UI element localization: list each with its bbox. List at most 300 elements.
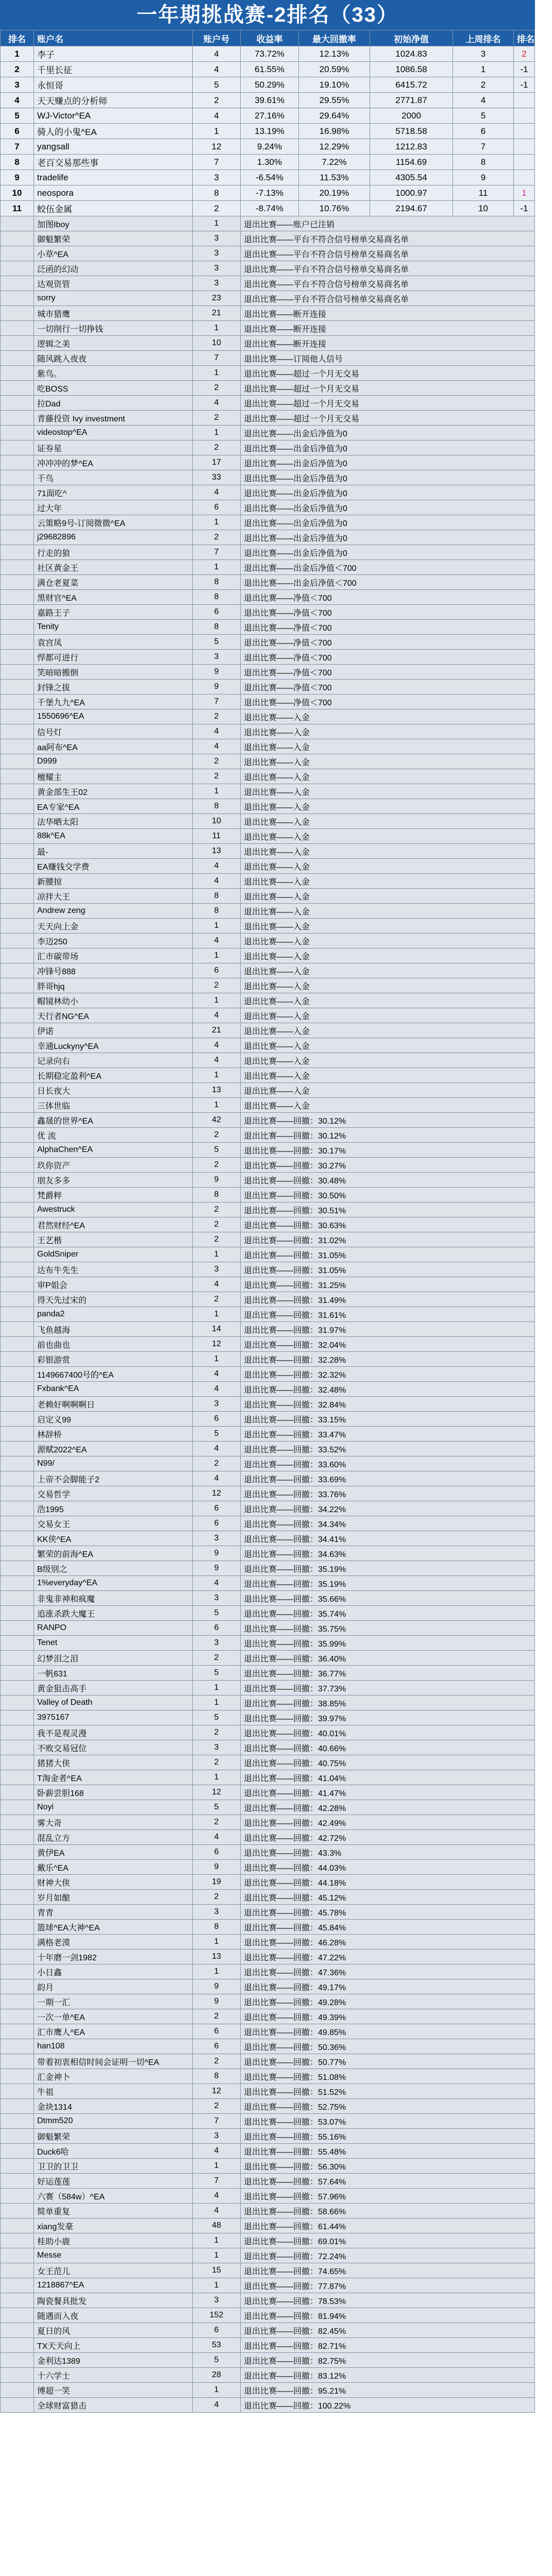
account-no-cell: 12	[193, 139, 241, 155]
eliminated-row	[1, 1606, 535, 1621]
account-name-cell: 全球财富猎击	[34, 2398, 193, 2413]
account-no-cell: 2	[193, 2054, 241, 2069]
account-no-cell: 2	[193, 709, 241, 724]
account-name-cell: 非鬼非神和疯魔	[34, 1591, 193, 1606]
account-no-cell: 3	[193, 1905, 241, 1920]
empty-rank-cell	[1, 2248, 34, 2263]
initial-nav-cell: 6415.72	[370, 77, 453, 93]
account-name-cell: 幸通Luckyny^EA	[34, 1038, 193, 1053]
account-no-cell: 1	[193, 124, 241, 139]
account-no-cell: 1	[193, 216, 241, 231]
account-no-cell: 8	[193, 590, 241, 605]
empty-rank-cell	[1, 1725, 34, 1740]
header-rank-change: 排名升降	[514, 30, 535, 46]
elimination-reason-cell: 退出比赛——回撤：78.53%	[241, 2293, 535, 2308]
eliminated-row	[1, 1651, 535, 1666]
elimination-reason-cell: 退出比赛——回撤：41.47%	[241, 1785, 535, 1800]
empty-rank-cell	[1, 1890, 34, 1905]
account-name-cell: 幻梦泪之泪	[34, 1651, 193, 1666]
account-name-cell: 云策略9号-订阅微微^EA	[34, 515, 193, 530]
account-name-cell: 简单重复	[34, 2204, 193, 2218]
elimination-reason-cell: 退出比赛——超过一个月无交易	[241, 381, 535, 396]
return-cell: 73.72%	[241, 46, 299, 62]
eliminated-row	[1, 1023, 535, 1038]
initial-nav-cell: 1154.69	[370, 155, 453, 170]
empty-rank-cell	[1, 978, 34, 993]
eliminated-row	[1, 620, 535, 635]
elimination-reason-cell: 退出比赛——入金	[241, 814, 535, 829]
eliminated-row	[1, 1158, 535, 1173]
initial-nav-cell: 1086.58	[370, 62, 453, 77]
account-no-cell: 1	[193, 1068, 241, 1083]
account-no-cell: 8	[193, 904, 241, 919]
elimination-reason-cell: 退出比赛——回撤：36.40%	[241, 1651, 535, 1666]
account-no-cell: 9	[193, 1860, 241, 1875]
elimination-reason-cell: 退出比赛——回撤：45.78%	[241, 1905, 535, 1920]
eliminated-row	[1, 2009, 535, 2024]
account-no-cell: 3	[193, 1591, 241, 1606]
account-no-cell: 6	[193, 1845, 241, 1860]
account-name-cell: 御魁繁荣	[34, 2129, 193, 2144]
account-name-cell: GoldSniper	[34, 1247, 193, 1262]
ranked-row	[1, 62, 535, 77]
elimination-reason-cell: 退出比赛——平台不符合信号榜单交易商名单	[241, 276, 535, 291]
account-no-cell: 5	[193, 77, 241, 93]
rank-cell: 4	[1, 93, 34, 108]
account-name-cell: 带着初衷相信时间会证明一切^EA	[34, 2054, 193, 2069]
account-name-cell: xiang发豪	[34, 2218, 193, 2233]
empty-rank-cell	[1, 1606, 34, 1621]
eliminated-row	[1, 1232, 535, 1247]
empty-rank-cell	[1, 993, 34, 1008]
account-no-cell: 12	[193, 1785, 241, 1800]
initial-nav-cell: 1000.97	[370, 185, 453, 201]
elimination-reason-cell: 退出比赛——入金	[241, 1023, 535, 1038]
account-name-cell: 随风跳入夜夜	[34, 351, 193, 366]
empty-rank-cell	[1, 1188, 34, 1202]
eliminated-row	[1, 1830, 535, 1845]
header-last-week-rank: 上周排名	[453, 30, 514, 46]
eliminated-row	[1, 485, 535, 500]
return-cell: 39.61%	[241, 93, 299, 108]
elimination-reason-cell: 退出比赛——回撤：82.75%	[241, 2353, 535, 2368]
account-name-cell: 吃BOSS	[34, 381, 193, 396]
empty-rank-cell	[1, 1651, 34, 1666]
eliminated-row	[1, 650, 535, 665]
elimination-reason-cell: 退出比赛——回撤：47.22%	[241, 1950, 535, 1964]
account-no-cell: 6	[193, 1501, 241, 1516]
empty-rank-cell	[1, 2174, 34, 2189]
account-no-cell: 1	[193, 426, 241, 440]
elimination-reason-cell: 退出比赛——超过一个月无交易	[241, 366, 535, 381]
account-name-cell: 信号灯	[34, 724, 193, 739]
eliminated-row	[1, 1905, 535, 1920]
elimination-reason-cell: 退出比赛——回撤：30.51%	[241, 1202, 535, 1217]
initial-nav-cell: 2000	[370, 108, 453, 124]
account-no-cell: 9	[193, 1994, 241, 2009]
return-cell: -8.74%	[241, 201, 299, 216]
account-no-cell: 4	[193, 724, 241, 739]
account-no-cell: 1	[193, 1964, 241, 1979]
rank-cell: 2	[1, 62, 34, 77]
account-no-cell: 4	[193, 1008, 241, 1023]
account-no-cell: 12	[193, 2084, 241, 2099]
elimination-reason-cell: 退出比赛——回撤：51.52%	[241, 2084, 535, 2099]
empty-rank-cell	[1, 1098, 34, 1113]
account-name-cell: 泛函的幻动	[34, 261, 193, 276]
elimination-reason-cell: 退出比赛——入金	[241, 889, 535, 904]
account-no-cell: 1	[193, 919, 241, 934]
elimination-reason-cell: 退出比赛——回撤：69.01%	[241, 2233, 535, 2248]
eliminated-row	[1, 1038, 535, 1053]
account-no-cell: 2	[193, 754, 241, 769]
account-no-cell: 8	[193, 575, 241, 590]
elimination-reason-cell: 退出比赛——回撤：41.04%	[241, 1770, 535, 1785]
elimination-reason-cell: 退出比赛——回撤：35.19%	[241, 1576, 535, 1591]
account-name-cell: 城市猎鹰	[34, 306, 193, 321]
account-name-cell: 行走的狼	[34, 545, 193, 560]
ranked-row	[1, 185, 535, 201]
eliminated-row	[1, 993, 535, 1008]
account-no-cell: 17	[193, 455, 241, 470]
empty-rank-cell	[1, 560, 34, 575]
eliminated-row	[1, 411, 535, 426]
account-name-cell: j29682896	[34, 530, 193, 545]
account-no-cell: 2	[193, 2099, 241, 2114]
elimination-reason-cell: 退出比赛——回撤：56.30%	[241, 2159, 535, 2174]
empty-rank-cell	[1, 1247, 34, 1262]
eliminated-row	[1, 724, 535, 739]
account-no-cell: 6	[193, 1412, 241, 1427]
eliminated-row	[1, 829, 535, 844]
empty-rank-cell	[1, 1113, 34, 1128]
account-name-cell: 过大年	[34, 500, 193, 515]
account-name-cell: 新腰掠	[34, 874, 193, 889]
empty-rank-cell	[1, 919, 34, 934]
empty-rank-cell	[1, 2054, 34, 2069]
empty-rank-cell	[1, 1546, 34, 1561]
empty-rank-cell	[1, 426, 34, 440]
elimination-reason-cell: 退出比赛——回撤：100.22%	[241, 2398, 535, 2413]
account-no-cell: 1	[193, 1098, 241, 1113]
account-no-cell: 4	[193, 1442, 241, 1456]
account-no-cell: 6	[193, 1621, 241, 1636]
account-no-cell: 2	[193, 1158, 241, 1173]
elimination-reason-cell: 退出比赛——回撤：74.65%	[241, 2263, 535, 2278]
account-no-cell: 3	[193, 1740, 241, 1755]
empty-rank-cell	[1, 1397, 34, 1412]
eliminated-row	[1, 1994, 535, 2009]
elimination-reason-cell: 退出比赛——账户已注销	[241, 216, 535, 231]
account-name-cell: Tenet	[34, 1636, 193, 1651]
elimination-reason-cell: 退出比赛——入金	[241, 829, 535, 844]
eliminated-row	[1, 1755, 535, 1770]
eliminated-row	[1, 874, 535, 889]
elimination-reason-cell: 退出比赛——出金后净值＜700	[241, 560, 535, 575]
ranked-row	[1, 93, 535, 108]
last-week-rank-cell: 2	[453, 77, 514, 93]
elimination-reason-cell: 退出比赛——回撤：49.85%	[241, 2024, 535, 2039]
empty-rank-cell	[1, 276, 34, 291]
elimination-reason-cell: 退出比赛——回撤：34.34%	[241, 1516, 535, 1531]
empty-rank-cell	[1, 366, 34, 381]
empty-rank-cell	[1, 1920, 34, 1935]
empty-rank-cell	[1, 620, 34, 635]
empty-rank-cell	[1, 1442, 34, 1456]
eliminated-row	[1, 859, 535, 874]
empty-rank-cell	[1, 799, 34, 814]
elimination-reason-cell: 退出比赛——回撤：31.25%	[241, 1277, 535, 1292]
account-no-cell: 1	[193, 1247, 241, 1262]
ranked-row	[1, 108, 535, 124]
account-name-cell: 拉Dad	[34, 396, 193, 411]
eliminated-row	[1, 1412, 535, 1427]
elimination-reason-cell: 退出比赛——回撤：95.21%	[241, 2383, 535, 2398]
elimination-reason-cell: 退出比赛——回撤：33.60%	[241, 1456, 535, 1471]
account-no-cell: 2	[193, 1815, 241, 1830]
empty-rank-cell	[1, 411, 34, 426]
last-week-rank-cell: 11	[453, 185, 514, 201]
elimination-reason-cell: 退出比赛——出金后净值＜700	[241, 575, 535, 590]
empty-rank-cell	[1, 963, 34, 978]
rank-change-cell: -1	[514, 201, 535, 216]
empty-rank-cell	[1, 1292, 34, 1307]
account-name-cell: RANPO	[34, 1621, 193, 1636]
eliminated-row	[1, 2159, 535, 2174]
elimination-reason-cell: 退出比赛——回撤：82.71%	[241, 2338, 535, 2353]
account-name-cell: 汇金神卜	[34, 2069, 193, 2084]
empty-rank-cell	[1, 1217, 34, 1232]
empty-rank-cell	[1, 680, 34, 694]
account-name-cell: 黄金部生王02	[34, 784, 193, 799]
max-drawdown-cell: 10.76%	[299, 201, 370, 216]
account-name-cell: 韵月	[34, 1979, 193, 1994]
account-no-cell: 4	[193, 2189, 241, 2204]
account-no-cell: 6	[193, 2024, 241, 2039]
account-name-cell: 社区黄金王	[34, 560, 193, 575]
account-name-cell: 冲锋号888	[34, 963, 193, 978]
empty-rank-cell	[1, 500, 34, 515]
empty-rank-cell	[1, 1950, 34, 1964]
header-row	[1, 30, 535, 46]
eliminated-row	[1, 1516, 535, 1531]
account-no-cell: 21	[193, 306, 241, 321]
account-name-cell: 青藤投资 Ivy investment	[34, 411, 193, 426]
elimination-reason-cell: 退出比赛——回撤：61.44%	[241, 2218, 535, 2233]
account-no-cell: 1	[193, 366, 241, 381]
eliminated-row	[1, 1979, 535, 1994]
account-name-cell: 法华晒太阳	[34, 814, 193, 829]
elimination-reason-cell: 退出比赛——回撤：33.76%	[241, 1486, 535, 1501]
empty-rank-cell	[1, 1277, 34, 1292]
elimination-reason-cell: 退出比赛——入金	[241, 963, 535, 978]
empty-rank-cell	[1, 709, 34, 724]
elimination-reason-cell: 退出比赛——入金	[241, 709, 535, 724]
eliminated-row	[1, 2189, 535, 2204]
account-no-cell: 3	[193, 2129, 241, 2144]
empty-rank-cell	[1, 1905, 34, 1920]
elimination-reason-cell: 退出比赛——回撤：42.49%	[241, 1815, 535, 1830]
empty-rank-cell	[1, 1083, 34, 1098]
empty-rank-cell	[1, 381, 34, 396]
account-no-cell: 2	[193, 1651, 241, 1666]
account-name-cell: 檀耀主	[34, 769, 193, 784]
empty-rank-cell	[1, 1427, 34, 1442]
empty-rank-cell	[1, 1262, 34, 1277]
empty-rank-cell	[1, 246, 34, 261]
empty-rank-cell	[1, 1068, 34, 1083]
eliminated-row	[1, 1531, 535, 1546]
account-no-cell: 2	[193, 1725, 241, 1740]
elimination-reason-cell: 退出比赛——净值＜700	[241, 694, 535, 709]
eliminated-row	[1, 1875, 535, 1890]
rank-cell: 3	[1, 77, 34, 93]
eliminated-row	[1, 1247, 535, 1262]
empty-rank-cell	[1, 1322, 34, 1337]
account-no-cell: 3	[193, 650, 241, 665]
eliminated-row	[1, 560, 535, 575]
empty-rank-cell	[1, 769, 34, 784]
empty-rank-cell	[1, 650, 34, 665]
empty-rank-cell	[1, 1053, 34, 1068]
elimination-reason-cell: 退出比赛——回撤：57.96%	[241, 2189, 535, 2204]
empty-rank-cell	[1, 1143, 34, 1158]
account-name-cell: 猪猪大侠	[34, 1755, 193, 1770]
empty-rank-cell	[1, 2293, 34, 2308]
account-no-cell: 1	[193, 993, 241, 1008]
empty-rank-cell	[1, 1740, 34, 1755]
eliminated-row	[1, 291, 535, 306]
elimination-reason-cell: 退出比赛——回撤：36.77%	[241, 1666, 535, 1681]
account-no-cell: 2	[193, 530, 241, 545]
empty-rank-cell	[1, 2353, 34, 2368]
eliminated-row	[1, 1068, 535, 1083]
elimination-reason-cell: 退出比赛——出金后净值为0	[241, 545, 535, 560]
empty-rank-cell	[1, 530, 34, 545]
empty-rank-cell	[1, 904, 34, 919]
empty-rank-cell	[1, 1367, 34, 1382]
account-name-cell: B级别之	[34, 1561, 193, 1576]
last-week-rank-cell: 3	[453, 46, 514, 62]
elimination-reason-cell: 退出比赛——入金	[241, 769, 535, 784]
eliminated-row	[1, 2204, 535, 2218]
account-no-cell: 1	[193, 1352, 241, 1367]
account-name-cell: 证券星	[34, 440, 193, 455]
rank-change-cell: -1	[514, 62, 535, 77]
account-no-cell: 4	[193, 859, 241, 874]
eliminated-row	[1, 1098, 535, 1113]
account-no-cell: 10	[193, 814, 241, 829]
elimination-reason-cell: 退出比赛——回撤：30.48%	[241, 1173, 535, 1188]
ranked-row	[1, 139, 535, 155]
account-name-cell: 永恒哥	[34, 77, 193, 93]
empty-rank-cell	[1, 694, 34, 709]
empty-rank-cell	[1, 1173, 34, 1188]
account-name-cell: 卫卫的卫卫	[34, 2159, 193, 2174]
elimination-reason-cell: 退出比赛——断开连接	[241, 321, 535, 336]
empty-rank-cell	[1, 2159, 34, 2174]
account-name-cell: Dtmm520	[34, 2114, 193, 2129]
empty-rank-cell	[1, 1158, 34, 1173]
elimination-reason-cell: 退出比赛——入金	[241, 784, 535, 799]
account-name-cell: 不败交易冠位	[34, 1740, 193, 1755]
account-name-cell: Valley of Death	[34, 1696, 193, 1710]
account-name-cell: 紫鸟。	[34, 366, 193, 381]
eliminated-row	[1, 1591, 535, 1606]
account-no-cell: 23	[193, 291, 241, 306]
account-no-cell: 8	[193, 799, 241, 814]
max-drawdown-cell: 29.55%	[299, 93, 370, 108]
elimination-reason-cell: 退出比赛——平台不符合信号榜单交易商名单	[241, 261, 535, 276]
account-name-cell: 汇市鹰人^EA	[34, 2024, 193, 2039]
account-no-cell: 2	[193, 1456, 241, 1471]
eliminated-row	[1, 2129, 535, 2144]
account-name-cell: 源赋2022^EA	[34, 1442, 193, 1456]
eliminated-row	[1, 261, 535, 276]
eliminated-row	[1, 2233, 535, 2248]
account-name-cell: 十六学士	[34, 2368, 193, 2383]
account-no-cell: 4	[193, 2398, 241, 2413]
account-name-cell: 林辞桥	[34, 1427, 193, 1442]
account-no-cell: 5	[193, 1143, 241, 1158]
account-name-cell: Messe	[34, 2248, 193, 2263]
ranked-row	[1, 46, 535, 62]
header-index: 排名	[1, 30, 34, 46]
account-no-cell: 3	[193, 1397, 241, 1412]
eliminated-row	[1, 1456, 535, 1471]
elimination-reason-cell: 退出比赛——出金后净值为0	[241, 530, 535, 545]
empty-rank-cell	[1, 2263, 34, 2278]
account-no-cell: 2	[193, 381, 241, 396]
empty-rank-cell	[1, 2039, 34, 2054]
empty-rank-cell	[1, 2218, 34, 2233]
eliminated-row	[1, 366, 535, 381]
account-no-cell: 4	[193, 2144, 241, 2159]
elimination-reason-cell: 退出比赛——回撤：47.36%	[241, 1964, 535, 1979]
account-no-cell: 8	[193, 620, 241, 635]
elimination-reason-cell: 退出比赛——回撤：51.08%	[241, 2069, 535, 2084]
eliminated-row	[1, 2218, 535, 2233]
account-no-cell: 3	[193, 231, 241, 246]
max-drawdown-cell: 29.64%	[299, 108, 370, 124]
empty-rank-cell	[1, 545, 34, 560]
return-cell: 1.30%	[241, 155, 299, 170]
account-name-cell: 笑暗暗搬倒	[34, 665, 193, 680]
account-no-cell: 5	[193, 1427, 241, 1442]
account-no-cell: 6	[193, 1516, 241, 1531]
account-no-cell: 5	[193, 2353, 241, 2368]
account-name-cell: panda2	[34, 1307, 193, 1322]
account-no-cell: 2	[193, 978, 241, 993]
eliminated-row	[1, 1262, 535, 1277]
account-no-cell: 53	[193, 2338, 241, 2353]
empty-rank-cell	[1, 1770, 34, 1785]
elimination-reason-cell: 退出比赛——回撤：83.12%	[241, 2368, 535, 2383]
account-name-cell: 老百交易那些事	[34, 155, 193, 170]
return-cell: 27.16%	[241, 108, 299, 124]
elimination-reason-cell: 退出比赛——回撤：57.64%	[241, 2174, 535, 2189]
eliminated-row	[1, 246, 535, 261]
empty-rank-cell	[1, 455, 34, 470]
elimination-reason-cell: 退出比赛——回撤：52.75%	[241, 2099, 535, 2114]
empty-rank-cell	[1, 1561, 34, 1576]
empty-rank-cell	[1, 724, 34, 739]
account-name-cell: 朋友多多	[34, 1173, 193, 1188]
eliminated-row	[1, 635, 535, 650]
eliminated-row	[1, 1920, 535, 1935]
account-name-cell: 卧薪尝胆168	[34, 1785, 193, 1800]
account-name-cell: 追涨杀跌大魔王	[34, 1606, 193, 1621]
